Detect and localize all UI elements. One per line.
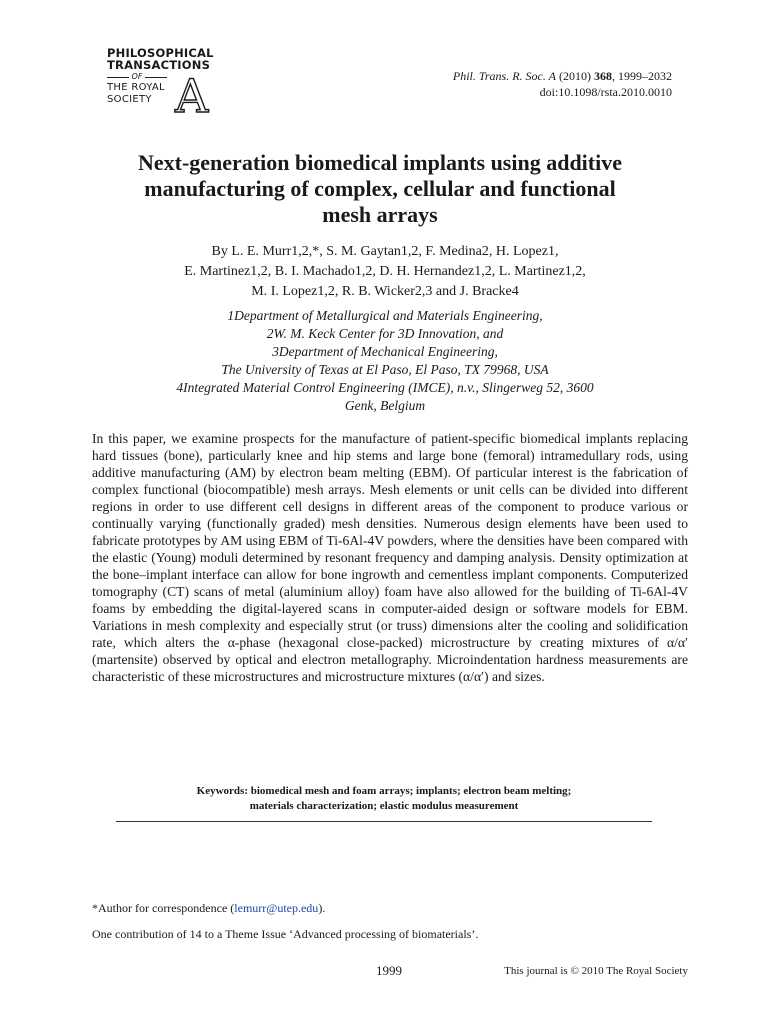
correspondence-suffix: ).: [318, 901, 326, 915]
keywords-line: Keywords: biomedical mesh and foam arrays; implants; electron beam melting;: [196, 785, 572, 797]
paper-title: Next-generation biomedical implants using additive manufacturing of complex, cellular and functional mesh arrays: [137, 150, 622, 227]
logo-line-transactions: TRANSACTIONS: [107, 58, 211, 72]
page-number: 1999: [376, 963, 402, 978]
correspondence-footnote: [92, 900, 692, 916]
affiliation-line: 3Department of Mechanical Engineering,: [272, 344, 498, 359]
affiliation-line: 2W. M. Keck Center for 3D Innovation, and: [266, 326, 504, 341]
royal-society-logo: [107, 47, 227, 127]
journal-pages: , 1999–2032: [612, 69, 672, 83]
copyright-notice: This journal is © 2010 The Royal Society: [504, 965, 688, 977]
author-line: E. Martinez1,2, B. I. Machado1,2, D. H. Hernandez1,2, L. Martinez1,2,: [184, 264, 586, 279]
keywords: [120, 784, 648, 814]
correspondence-email-link[interactable]: lemurr@utep.edu: [234, 901, 319, 915]
affiliation-line: The University of Texas at El Paso, El Paso, TX 79968, USA: [221, 362, 549, 377]
journal-citation: [453, 68, 672, 100]
contribution-footnote: One contribution of 14 to a Theme Issue ‘Advanced processing of biomaterials’.: [92, 927, 479, 941]
journal-reference: [453, 68, 672, 84]
logo-line-society: SOCIETY: [107, 94, 152, 105]
journal-year: (2010): [559, 69, 591, 83]
affiliation-line: Genk, Belgium: [344, 398, 426, 413]
affiliation-line: 4Integrated Material Control Engineering (IMCE), n.v., Slingerweg 52, 3600: [176, 380, 594, 395]
author-line: By L. E. Murr1,2,*, S. M. Gaytan1,2, F. Medina2, H. Lopez1,: [211, 244, 559, 259]
journal-name: Phil. Trans. R. Soc. A: [452, 69, 556, 83]
section-divider: [116, 821, 652, 822]
logo-a-glyph: A: [175, 69, 209, 123]
keywords-line: materials characterization; elastic modulus measurement: [249, 800, 519, 812]
logo-line-philosophical: PHILOSOPHICAL: [107, 46, 214, 60]
logo-line-the-royal: THE ROYAL: [107, 82, 165, 93]
author-line: M. I. Lopez1,2, R. B. Wicker2,3 and J. Bracke4: [251, 284, 519, 299]
abstract: In this paper, we examine prospects for the manufacture of patient-specific biomedical implants replacing hard tissues (bone), particularly knee and hip stems and large bone (femoral) intramedullary rods, using additive manufacturing (AM) by electron beam melting (EBM). Of particular interest is the fabrication of complex functional (biocompatible) mesh arrays. Mesh elements or unit cells can be divided into different regions in order to use different cell designs in different areas of the component to produce various or continually varying (functionally graded) mesh densities. Numerous design elements have been used to fabricate prototypes by AM using EBM of Ti-6Al-4V powders, where the densities have been compared with the elastic (Young) moduli determined by resonant frequency and damping analysis. Density optimization at the bone–implant interface can allow for bone ingrowth and cementless implant components. Computerized tomography (CT) scans of metal (aluminium alloy) foam have also allowed for the building of Ti-6Al-4V foams by embedding the digital-layered scans in computer-aided design or software models for EBM. Variations in mesh complexity and especially strut (or truss) dimensions alter the cooling and solidification rate, which alters the α-phase (hexagonal close-packed) microstructure by creating mixtures of α/α′ (martensite) observed by optical and electron metallography. Microindentation hardness measurements are characteristic of these microstructures and microstructure mixtures (α/α′) and sizes.: [92, 431, 688, 684]
journal-doi[interactable]: doi:10.1098/rsta.2010.0010: [539, 85, 672, 99]
correspondence-prefix: *Author for correspondence (: [92, 901, 235, 915]
author-list: [100, 242, 670, 302]
affiliations: [100, 307, 670, 415]
affiliation-line: 1Department of Metallurgical and Materials Engineering,: [227, 308, 543, 323]
journal-volume: 368: [594, 69, 612, 83]
logo-line-of: OF: [107, 72, 167, 82]
